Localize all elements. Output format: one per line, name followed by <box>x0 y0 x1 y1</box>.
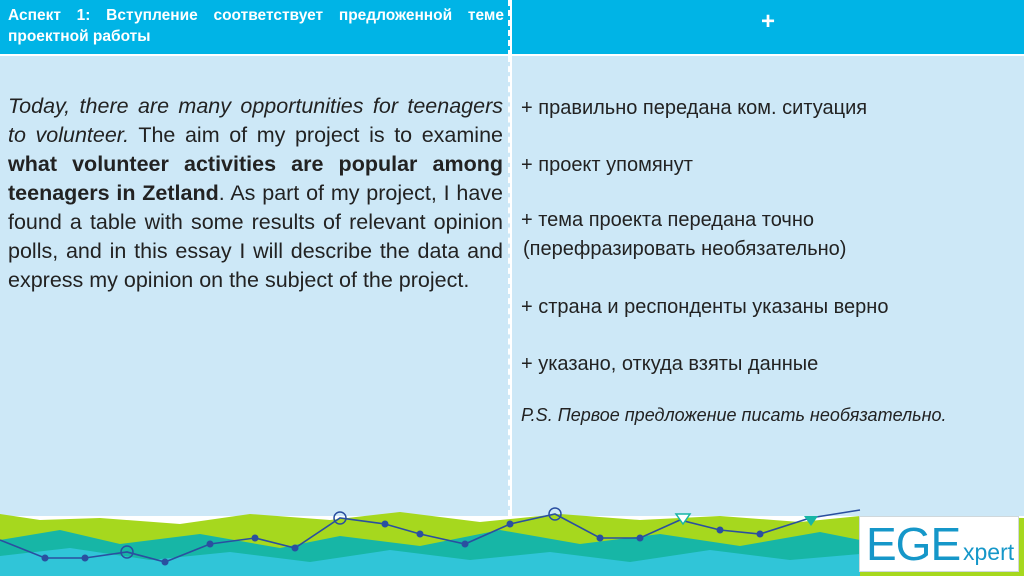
criterion-item: + указано, откуда взяты данные <box>521 353 819 375</box>
aspect-title: Аспект 1: Вступление соответствует предложенной теме проектной работы <box>8 7 504 45</box>
criterion-item: + проект упомянут <box>521 154 693 176</box>
criterion-item: + правильно передана ком. ситуация <box>521 97 868 119</box>
header-aspect-cell <box>0 0 510 56</box>
criterion-item: + страна и респонденты указаны верно <box>521 296 889 318</box>
essay-topic-highlight: what volunteer activities are popular among teenagers in Zetland <box>8 152 503 205</box>
essay-cell <box>0 56 510 516</box>
header-score-cell <box>512 0 1024 56</box>
criteria-cell <box>512 56 1024 516</box>
logo-ege-text: EGE <box>866 518 961 570</box>
criterion-item: (перефразировать необязательно) <box>523 238 847 260</box>
essay-text <box>8 92 503 295</box>
essay-rest-text: . As part of my project, I have found a table with some results of relevant opinion polls, and in this essay I will describe the data and express my opinion on the subject of the project. <box>8 181 503 292</box>
essay-opening-sentence: Today, there are many opportunities for teenagers to volunteer. <box>8 94 503 147</box>
egexpert-logo <box>859 516 1019 572</box>
ps-note: P.S. Первое предложение писать необязательно. <box>521 405 947 425</box>
criterion-item: + тема проекта передана точно <box>521 209 814 231</box>
plus-sign: + <box>760 8 775 35</box>
essay-aim-text: The aim of my project is to examine <box>129 123 503 147</box>
logo-xpert-text: xpert <box>963 539 1015 565</box>
